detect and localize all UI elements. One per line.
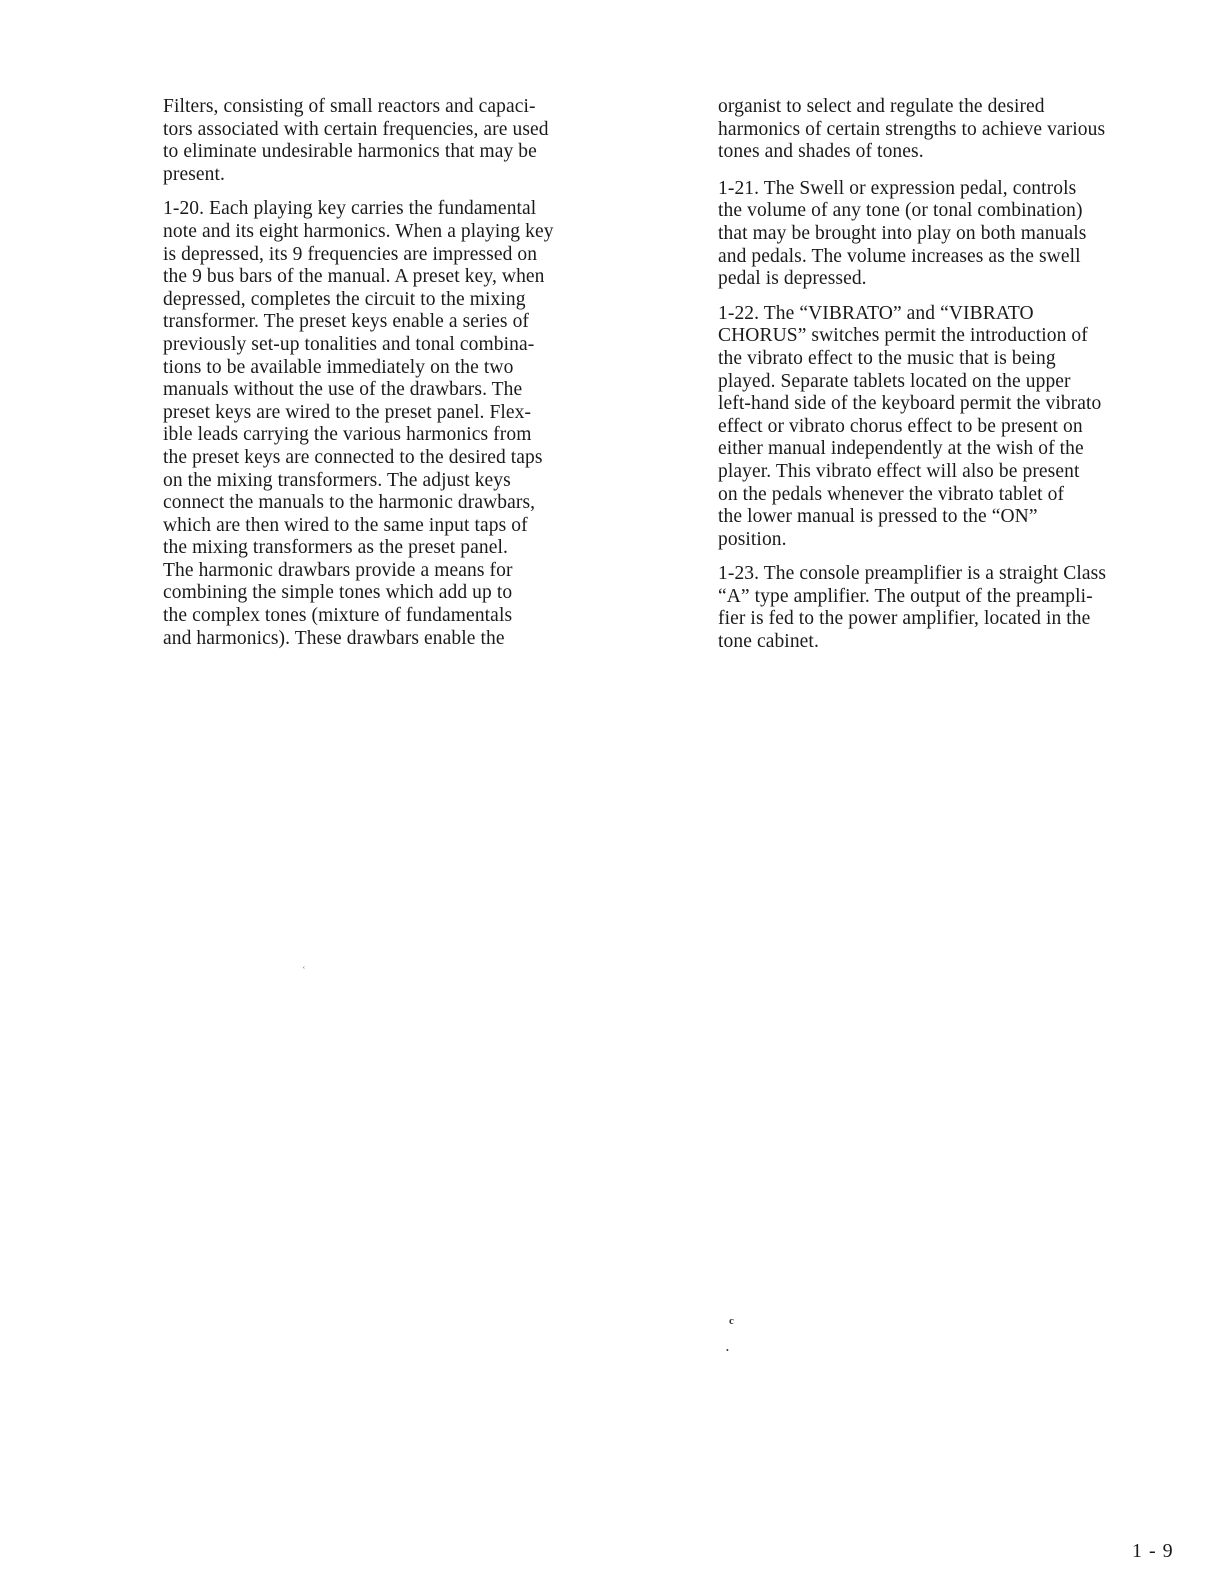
text-line: connect the manuals to the harmonic drawbars,: [163, 492, 536, 514]
text-line: the 9 bus bars of the manual. A preset key, when: [163, 266, 545, 288]
stray-mark: •: [726, 1346, 729, 1355]
text-line: the complex tones (mixture of fundamentals: [163, 605, 513, 627]
text-line: 1-21. The Swell or expression pedal, controls: [718, 177, 1077, 199]
text-line: transformer. The preset keys enable a series of: [163, 311, 530, 333]
stray-mark: ʿ: [302, 965, 306, 977]
text-line: CHORUS” switches permit the introduction of: [718, 325, 1088, 347]
text-line: left-hand side of the keyboard permit the vibrato: [718, 393, 1102, 415]
text-line: the mixing transformers as the preset panel.: [163, 537, 509, 559]
text-line: tors associated with certain frequencies, are used: [163, 118, 549, 140]
text-line: the volume of any tone (or tonal combination): [718, 200, 1083, 222]
text-line: player. This vibrato effect will also be present: [718, 460, 1080, 482]
text-line: 1-23. The console preamplifier is a straight Class: [718, 563, 1107, 585]
text-line: the vibrato effect to the music that is being: [718, 347, 1056, 369]
text-line: the preset keys are connected to the desired taps: [163, 446, 543, 468]
text-line: The harmonic drawbars provide a means for: [163, 559, 513, 581]
text-line: that may be brought into play on both manuals: [718, 222, 1087, 244]
text-line: manuals without the use of the drawbars. The: [163, 379, 523, 401]
right-text-column: [718, 96, 1200, 666]
page-number: 1 - 9: [1132, 1540, 1174, 1562]
text-line: is depressed, its 9 frequencies are impressed on: [163, 243, 538, 265]
text-line: depressed, completes the circuit to the mixing: [163, 288, 526, 310]
text-line: on the mixing transformers. The adjust keys: [163, 469, 511, 491]
text-line: ible leads carrying the various harmonics from: [163, 424, 532, 446]
text-line: combining the simple tones which add up to: [163, 582, 513, 604]
text-line: tions to be available immediately on the two: [163, 356, 514, 378]
text-line: tones and shades of tones.: [718, 141, 924, 163]
paragraph-continued: [718, 96, 1200, 164]
text-line: pedal is depressed.: [718, 268, 867, 290]
text-line: Filters, consisting of small reactors and capaci-: [163, 96, 536, 117]
text-line: played. Separate tablets located on the upper: [718, 370, 1071, 392]
text-line: 1-22. The “VIBRATO” and “VIBRATO: [718, 302, 1034, 324]
text-line: either manual independently at the wish of the: [718, 438, 1084, 460]
text-line: and pedals. The volume increases as the swell: [718, 245, 1081, 267]
text-line: 1-20. Each playing key carries the fundamental: [163, 198, 537, 220]
paragraph-1-22: [718, 303, 1200, 552]
paragraph-1-21: [718, 178, 1200, 291]
text-line: present.: [163, 163, 225, 185]
stray-mark: c: [729, 1315, 734, 1327]
text-line: to eliminate undesirable harmonics that may be: [163, 141, 537, 163]
text-line: fier is fed to the power amplifier, located in the: [718, 608, 1091, 630]
text-line: which are then wired to the same input taps of: [163, 514, 528, 536]
text-line: position.: [718, 528, 787, 550]
text-line: on the pedals whenever the vibrato tablet of: [718, 483, 1065, 505]
text-line: organist to select and regulate the desired: [718, 96, 1045, 117]
text-line: “A” type amplifier. The output of the preampli-: [718, 585, 1093, 607]
paragraph-1-23: [718, 563, 1200, 653]
paragraph-filters: [163, 96, 633, 186]
text-line: harmonics of certain strengths to achieve various: [718, 118, 1106, 140]
text-line: note and its eight harmonics. When a playing key: [163, 220, 554, 242]
text-line: effect or vibrato chorus effect to be present on: [718, 415, 1083, 437]
text-line: previously set-up tonalities and tonal combina-: [163, 333, 535, 355]
text-line: preset keys are wired to the preset panel. Flex-: [163, 401, 532, 423]
paragraph-1-20: [163, 198, 633, 650]
text-line: the lower manual is pressed to the “ON”: [718, 506, 1038, 528]
left-text-column: [163, 96, 633, 662]
text-line: and harmonics). These drawbars enable the: [163, 627, 505, 649]
text-line: tone cabinet.: [718, 631, 819, 653]
